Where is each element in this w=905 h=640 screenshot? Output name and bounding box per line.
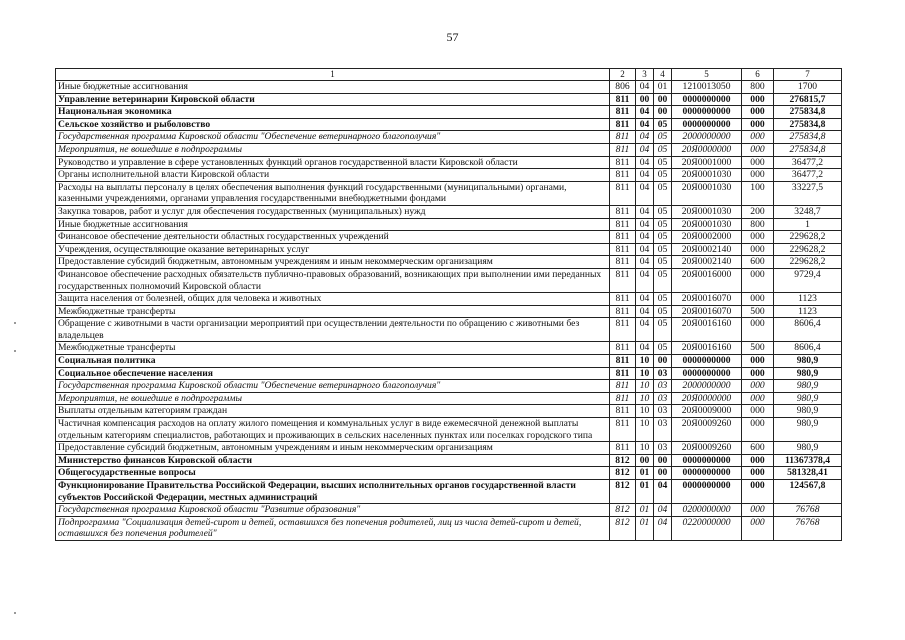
row-code-ministry: 811	[610, 231, 636, 244]
row-code-expense-type: 200	[742, 205, 774, 218]
row-name: Финансовое обеспечение деятельности областных государственных учреждений	[56, 231, 610, 244]
row-code-subsection: 05	[654, 169, 672, 182]
row-amount: 980,9	[774, 355, 842, 368]
row-code-section: 10	[636, 355, 654, 368]
row-name: Управление ветеринарии Кировской области	[56, 93, 610, 106]
row-amount: 275834,8	[774, 143, 842, 156]
row-code-ministry: 811	[610, 169, 636, 182]
row-code-expense-type: 000	[742, 318, 774, 342]
row-code-expense-type: 000	[742, 418, 774, 442]
row-code-target: 0000000000	[672, 367, 742, 380]
row-code-expense-type: 000	[742, 480, 774, 504]
row-code-subsection: 05	[654, 181, 672, 205]
table-row	[56, 218, 842, 231]
row-code-subsection: 04	[654, 516, 672, 540]
row-amount: 3248,7	[774, 205, 842, 218]
table-row	[56, 81, 842, 94]
row-code-section: 04	[636, 106, 654, 119]
row-name: Предоставление субсидий бюджетным, автономным учреждениям и иным некоммерческим организациям	[56, 256, 610, 269]
row-code-section: 10	[636, 367, 654, 380]
row-code-expense-type: 500	[742, 305, 774, 318]
row-code-section: 10	[636, 380, 654, 393]
row-code-ministry: 811	[610, 418, 636, 442]
row-code-expense-type: 000	[742, 143, 774, 156]
row-code-expense-type: 000	[742, 380, 774, 393]
row-code-target: 20Я0002000	[672, 231, 742, 244]
row-code-target: 0000000000	[672, 480, 742, 504]
row-code-expense-type: 000	[742, 367, 774, 380]
row-code-subsection: 05	[654, 118, 672, 131]
row-code-subsection: 05	[654, 205, 672, 218]
row-code-ministry: 812	[610, 454, 636, 467]
row-code-expense-type: 100	[742, 181, 774, 205]
row-code-target: 0000000000	[672, 93, 742, 106]
row-code-target: 2000000000	[672, 131, 742, 144]
row-name: Закупка товаров, работ и услуг для обеспечения государственных (муниципальных) нужд	[56, 205, 610, 218]
row-code-target: 20Я0001030	[672, 169, 742, 182]
header-cell: 1	[56, 69, 610, 81]
row-amount: 229628,2	[774, 243, 842, 256]
row-code-subsection: 05	[654, 268, 672, 292]
row-code-ministry: 811	[610, 181, 636, 205]
table-row	[56, 131, 842, 144]
table-row	[56, 293, 842, 306]
row-name: Общегосударственные вопросы	[56, 467, 610, 480]
row-amount: 229628,2	[774, 256, 842, 269]
row-name: Государственная программа Кировской области "Обеспечение ветеринарного благополучия"	[56, 131, 610, 144]
row-amount: 76768	[774, 516, 842, 540]
row-code-expense-type: 000	[742, 516, 774, 540]
row-amount: 581328,41	[774, 467, 842, 480]
row-code-target: 20Я0000000	[672, 143, 742, 156]
table-row	[56, 367, 842, 380]
table-row	[56, 106, 842, 119]
row-code-section: 04	[636, 318, 654, 342]
row-amount: 36477,2	[774, 169, 842, 182]
row-code-subsection: 03	[654, 380, 672, 393]
row-name: Мероприятия, не вошедшие в подпрограммы	[56, 392, 610, 405]
row-code-target: 0000000000	[672, 454, 742, 467]
row-code-target: 0000000000	[672, 467, 742, 480]
scan-speck	[14, 322, 16, 324]
row-amount: 8606,4	[774, 342, 842, 355]
row-code-target: 2000000000	[672, 380, 742, 393]
row-amount: 33227,5	[774, 181, 842, 205]
row-code-expense-type: 000	[742, 106, 774, 119]
row-code-target: 20Я0000000	[672, 392, 742, 405]
row-code-subsection: 04	[654, 504, 672, 517]
row-code-ministry: 811	[610, 392, 636, 405]
row-code-expense-type: 600	[742, 442, 774, 455]
row-code-target: 20Я0001030	[672, 218, 742, 231]
row-code-expense-type: 000	[742, 392, 774, 405]
row-amount: 11367378,4	[774, 454, 842, 467]
row-code-section: 04	[636, 81, 654, 94]
row-code-subsection: 05	[654, 131, 672, 144]
row-code-subsection: 00	[654, 93, 672, 106]
row-code-target: 0000000000	[672, 355, 742, 368]
row-code-expense-type: 000	[742, 268, 774, 292]
table-header-row	[56, 69, 842, 81]
row-amount: 980,9	[774, 380, 842, 393]
row-name: Предоставление субсидий бюджетным, автономным учреждениям и иным некоммерческим организациям	[56, 442, 610, 455]
row-code-section: 04	[636, 342, 654, 355]
row-code-target: 20Я0009260	[672, 418, 742, 442]
row-code-ministry: 811	[610, 93, 636, 106]
table-row	[56, 480, 842, 504]
row-code-ministry: 811	[610, 131, 636, 144]
table-row	[56, 467, 842, 480]
row-name: Выплаты отдельным категориям граждан	[56, 405, 610, 418]
row-code-expense-type: 000	[742, 156, 774, 169]
row-code-ministry: 811	[610, 256, 636, 269]
row-amount: 1700	[774, 81, 842, 94]
table-row	[56, 231, 842, 244]
row-name: Социальное обеспечение населения	[56, 367, 610, 380]
row-code-ministry: 811	[610, 442, 636, 455]
row-code-expense-type: 000	[742, 467, 774, 480]
table-row	[56, 156, 842, 169]
row-code-section: 10	[636, 405, 654, 418]
row-code-target: 20Я0016160	[672, 318, 742, 342]
row-code-subsection: 03	[654, 442, 672, 455]
row-name: Межбюджетные трансферты	[56, 305, 610, 318]
row-code-ministry: 811	[610, 318, 636, 342]
row-amount: 36477,2	[774, 156, 842, 169]
row-name: Социальная политика	[56, 355, 610, 368]
row-code-expense-type: 000	[742, 293, 774, 306]
row-code-ministry: 812	[610, 516, 636, 540]
row-code-ministry: 811	[610, 268, 636, 292]
row-amount: 1123	[774, 293, 842, 306]
row-code-ministry: 811	[610, 118, 636, 131]
row-code-ministry: 811	[610, 218, 636, 231]
row-amount: 276815,7	[774, 93, 842, 106]
row-amount: 980,9	[774, 405, 842, 418]
row-code-target: 0200000000	[672, 504, 742, 517]
row-code-target: 0000000000	[672, 118, 742, 131]
row-code-expense-type: 000	[742, 504, 774, 517]
row-code-target: 20Я0009260	[672, 442, 742, 455]
row-code-expense-type: 000	[742, 118, 774, 131]
row-name: Государственная программа Кировской области "Развитие образования"	[56, 504, 610, 517]
row-code-expense-type: 000	[742, 454, 774, 467]
row-name: Иные бюджетные ассигнования	[56, 218, 610, 231]
row-amount: 275834,8	[774, 106, 842, 119]
row-code-target: 20Я0001000	[672, 156, 742, 169]
header-cell: 5	[672, 69, 742, 81]
table-row	[56, 516, 842, 540]
row-code-expense-type: 800	[742, 81, 774, 94]
row-code-section: 00	[636, 454, 654, 467]
header-cell: 6	[742, 69, 774, 81]
table-row	[56, 243, 842, 256]
row-code-target: 0000000000	[672, 106, 742, 119]
row-code-ministry: 811	[610, 205, 636, 218]
row-code-section: 10	[636, 442, 654, 455]
row-code-ministry: 811	[610, 106, 636, 119]
header-cell: 3	[636, 69, 654, 81]
table-row	[56, 342, 842, 355]
row-code-subsection: 05	[654, 305, 672, 318]
row-amount: 124567,8	[774, 480, 842, 504]
row-code-subsection: 04	[654, 480, 672, 504]
table-row	[56, 442, 842, 455]
row-code-section: 10	[636, 392, 654, 405]
row-code-target: 0220000000	[672, 516, 742, 540]
row-code-ministry: 811	[610, 405, 636, 418]
row-code-subsection: 05	[654, 143, 672, 156]
row-code-expense-type: 000	[742, 231, 774, 244]
row-code-ministry: 811	[610, 156, 636, 169]
row-code-section: 04	[636, 218, 654, 231]
row-code-expense-type: 500	[742, 342, 774, 355]
table-row	[56, 169, 842, 182]
row-code-subsection: 00	[654, 106, 672, 119]
row-name: Руководство и управление в сфере установленных функций органов государственной власти Кировской области	[56, 156, 610, 169]
scan-speck	[14, 612, 16, 614]
row-code-ministry: 811	[610, 380, 636, 393]
table-row	[56, 256, 842, 269]
row-code-ministry: 812	[610, 480, 636, 504]
header-cell: 2	[610, 69, 636, 81]
row-code-subsection: 03	[654, 405, 672, 418]
row-name: Обращение с животными в части организации мероприятий при осуществлении деятельности по обращению с животными без владельцев	[56, 318, 610, 342]
row-code-section: 04	[636, 131, 654, 144]
row-name: Национальная экономика	[56, 106, 610, 119]
row-name: Частичная компенсация расходов на оплату жилого помещения и коммунальных услуг в виде ежемесячной денежной выплаты отдельным категориям специалистов, работающих и проживающих в сельских населенных пунктах или поселках городского типа	[56, 418, 610, 442]
row-code-subsection: 05	[654, 293, 672, 306]
table-row	[56, 205, 842, 218]
row-code-section: 04	[636, 205, 654, 218]
row-name: Функционирование Правительства Российской Федерации, высших исполнительных органов государственной власти субъектов Российской Федерации, местных администраций	[56, 480, 610, 504]
row-code-subsection: 03	[654, 418, 672, 442]
row-code-section: 04	[636, 268, 654, 292]
row-code-section: 10	[636, 418, 654, 442]
row-code-target: 20Я0016070	[672, 305, 742, 318]
scan-speck	[14, 350, 16, 352]
row-code-ministry: 811	[610, 355, 636, 368]
row-code-expense-type: 000	[742, 405, 774, 418]
row-code-expense-type: 000	[742, 243, 774, 256]
row-code-ministry: 811	[610, 293, 636, 306]
table-row	[56, 305, 842, 318]
row-name: Органы исполнительной власти Кировской области	[56, 169, 610, 182]
row-code-expense-type: 000	[742, 169, 774, 182]
row-code-section: 04	[636, 231, 654, 244]
row-name: Иные бюджетные ассигнования	[56, 81, 610, 94]
row-code-section: 01	[636, 504, 654, 517]
row-code-ministry: 811	[610, 305, 636, 318]
row-name: Межбюджетные трансферты	[56, 342, 610, 355]
row-code-target: 20Я0016000	[672, 268, 742, 292]
row-amount: 980,9	[774, 392, 842, 405]
header-cell: 7	[774, 69, 842, 81]
table-row	[56, 454, 842, 467]
row-code-section: 04	[636, 305, 654, 318]
row-code-section: 04	[636, 169, 654, 182]
row-code-section: 04	[636, 243, 654, 256]
row-amount: 275834,8	[774, 118, 842, 131]
row-code-subsection: 05	[654, 318, 672, 342]
row-code-section: 04	[636, 143, 654, 156]
row-code-expense-type: 000	[742, 131, 774, 144]
row-code-section: 04	[636, 293, 654, 306]
row-name: Подпрограмма "Социализация детей-сирот и детей, оставшихся без попечения родителей, лиц из числа детей-сирот и детей, оставшихся без попечения родителей"	[56, 516, 610, 540]
row-code-subsection: 00	[654, 454, 672, 467]
row-name: Мероприятия, не вошедшие в подпрограммы	[56, 143, 610, 156]
row-code-ministry: 812	[610, 467, 636, 480]
table-row	[56, 418, 842, 442]
row-amount: 1123	[774, 305, 842, 318]
row-code-section: 00	[636, 93, 654, 106]
header-cell: 4	[654, 69, 672, 81]
row-code-section: 04	[636, 118, 654, 131]
row-code-section: 04	[636, 156, 654, 169]
row-amount: 980,9	[774, 442, 842, 455]
row-code-target: 20Я0001030	[672, 181, 742, 205]
page-number: 57	[446, 30, 459, 44]
table-row	[56, 504, 842, 517]
row-code-ministry: 811	[610, 243, 636, 256]
row-code-expense-type: 800	[742, 218, 774, 231]
row-amount: 980,9	[774, 418, 842, 442]
table-row	[56, 355, 842, 368]
table-row	[56, 318, 842, 342]
row-code-subsection: 03	[654, 392, 672, 405]
row-amount: 9729,4	[774, 268, 842, 292]
row-code-subsection: 03	[654, 367, 672, 380]
row-code-ministry: 811	[610, 342, 636, 355]
row-name: Защита населения от болезней, общих для человека и животных	[56, 293, 610, 306]
row-code-target: 20Я0001030	[672, 205, 742, 218]
row-name: Расходы на выплаты персоналу в целях обеспечения выполнения функций государственными (муниципальными) органами, казенными учреждениями, органами управления государственными внебюджетными фондами	[56, 181, 610, 205]
row-amount: 8606,4	[774, 318, 842, 342]
row-code-subsection: 05	[654, 218, 672, 231]
row-code-subsection: 01	[654, 81, 672, 94]
row-amount: 229628,2	[774, 231, 842, 244]
row-code-expense-type: 000	[742, 93, 774, 106]
row-code-section: 04	[636, 181, 654, 205]
row-name: Финансовое обеспечение расходных обязательств публично-правовых образований, возникающих при выполнении ими переданных государственных полномочий Кировской области	[56, 268, 610, 292]
row-code-ministry: 811	[610, 367, 636, 380]
row-name: Учреждения, осуществляющие оказание ветеринарных услуг	[56, 243, 610, 256]
row-amount: 1	[774, 218, 842, 231]
row-code-target: 20Я0002140	[672, 256, 742, 269]
row-code-subsection: 05	[654, 243, 672, 256]
row-name: Государственная программа Кировской области "Обеспечение ветеринарного благополучия"	[56, 380, 610, 393]
row-code-target: 20Я0002140	[672, 243, 742, 256]
row-code-expense-type: 000	[742, 355, 774, 368]
table-row	[56, 143, 842, 156]
row-code-target: 20Я0016160	[672, 342, 742, 355]
row-code-subsection: 05	[654, 231, 672, 244]
row-code-section: 01	[636, 516, 654, 540]
table-row	[56, 118, 842, 131]
table-row	[56, 392, 842, 405]
row-code-subsection: 05	[654, 156, 672, 169]
row-code-ministry: 812	[610, 504, 636, 517]
row-code-subsection: 05	[654, 256, 672, 269]
table-row	[56, 268, 842, 292]
row-code-section: 01	[636, 480, 654, 504]
table-row	[56, 93, 842, 106]
table-row	[56, 181, 842, 205]
table-row	[56, 405, 842, 418]
row-code-subsection: 00	[654, 355, 672, 368]
row-name: Министерство финансов Кировской области	[56, 454, 610, 467]
row-amount: 275834,8	[774, 131, 842, 144]
row-code-subsection: 00	[654, 467, 672, 480]
row-amount: 76768	[774, 504, 842, 517]
table-row	[56, 380, 842, 393]
row-code-ministry: 806	[610, 81, 636, 94]
row-code-expense-type: 600	[742, 256, 774, 269]
budget-table	[55, 68, 842, 541]
row-code-target: 20Я0009000	[672, 405, 742, 418]
row-code-target: 1210013050	[672, 81, 742, 94]
row-code-section: 04	[636, 256, 654, 269]
row-code-target: 20Я0016070	[672, 293, 742, 306]
row-code-subsection: 05	[654, 342, 672, 355]
row-amount: 980,9	[774, 367, 842, 380]
row-code-section: 01	[636, 467, 654, 480]
row-name: Сельское хозяйство и рыболовство	[56, 118, 610, 131]
row-code-ministry: 811	[610, 143, 636, 156]
